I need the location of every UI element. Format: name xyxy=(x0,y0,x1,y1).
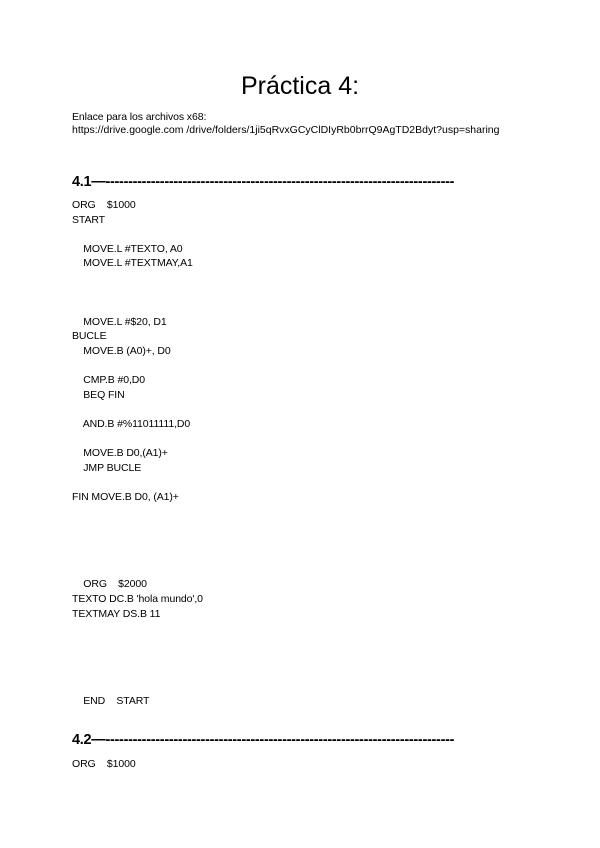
code-line: BEQ FIN xyxy=(72,388,125,401)
code-line xyxy=(72,519,203,534)
code-line: ORG $2000 xyxy=(72,578,147,591)
code-line: MOVE.L #$20, D1 xyxy=(72,315,167,328)
code-line: ORG $1000 xyxy=(72,758,136,770)
code-line xyxy=(72,300,203,315)
code-line xyxy=(72,504,203,519)
code-line xyxy=(72,636,203,651)
code-line: MOVE.L #TEXTMAY,A1 xyxy=(72,257,193,270)
code-line xyxy=(72,563,203,578)
section-heading-4-2: 4.2—----------------------------------------------------------------------------- xyxy=(72,732,455,748)
section-heading-4-1: 4.1—----------------------------------------------------------------------------- xyxy=(72,174,455,190)
code-line xyxy=(72,665,203,680)
code-line xyxy=(72,402,203,417)
code-line: END START xyxy=(72,695,150,708)
code-line: TEXTMAY DS.B 11 xyxy=(72,607,161,620)
code-line: FIN MOVE.B D0, (A1)+ xyxy=(72,490,179,503)
intro-text: Enlace para los archivos x68: xyxy=(72,111,207,123)
code-line xyxy=(72,534,203,549)
code-block-4-1 xyxy=(72,198,203,709)
code-line xyxy=(72,680,203,695)
code-line xyxy=(72,475,203,490)
code-line xyxy=(72,227,203,242)
drive-link[interactable]: https://drive.google.com /drive/folders/1ji5qRvxGCyClDIyRb0brrQ9AgTD2Bdyt?usp=sharing xyxy=(72,124,500,136)
code-line: MOVE.B (A0)+, D0 xyxy=(72,344,171,357)
code-line: MOVE.B D0,(A1)+ xyxy=(72,447,168,460)
code-block-4-2 xyxy=(72,757,136,772)
code-line xyxy=(72,432,203,447)
code-line: ORG $1000 xyxy=(72,199,136,211)
code-line: JMP BUCLE xyxy=(72,461,142,474)
code-line: START xyxy=(72,213,105,226)
code-line xyxy=(72,650,203,665)
code-line xyxy=(72,286,203,301)
code-line: TEXTO DC.B 'hola mundo',0 xyxy=(72,593,203,606)
code-line: BUCLE xyxy=(72,330,107,343)
page-title: Práctica 4: xyxy=(240,72,360,100)
code-line: AND.B #%11011111,D0 xyxy=(72,417,191,430)
code-line xyxy=(72,548,203,563)
code-line: MOVE.L #TEXTO, A0 xyxy=(72,242,183,255)
code-line: CMP.B #0,D0 xyxy=(72,374,146,387)
code-line xyxy=(72,621,203,636)
code-line xyxy=(72,271,203,286)
code-line xyxy=(72,359,203,374)
